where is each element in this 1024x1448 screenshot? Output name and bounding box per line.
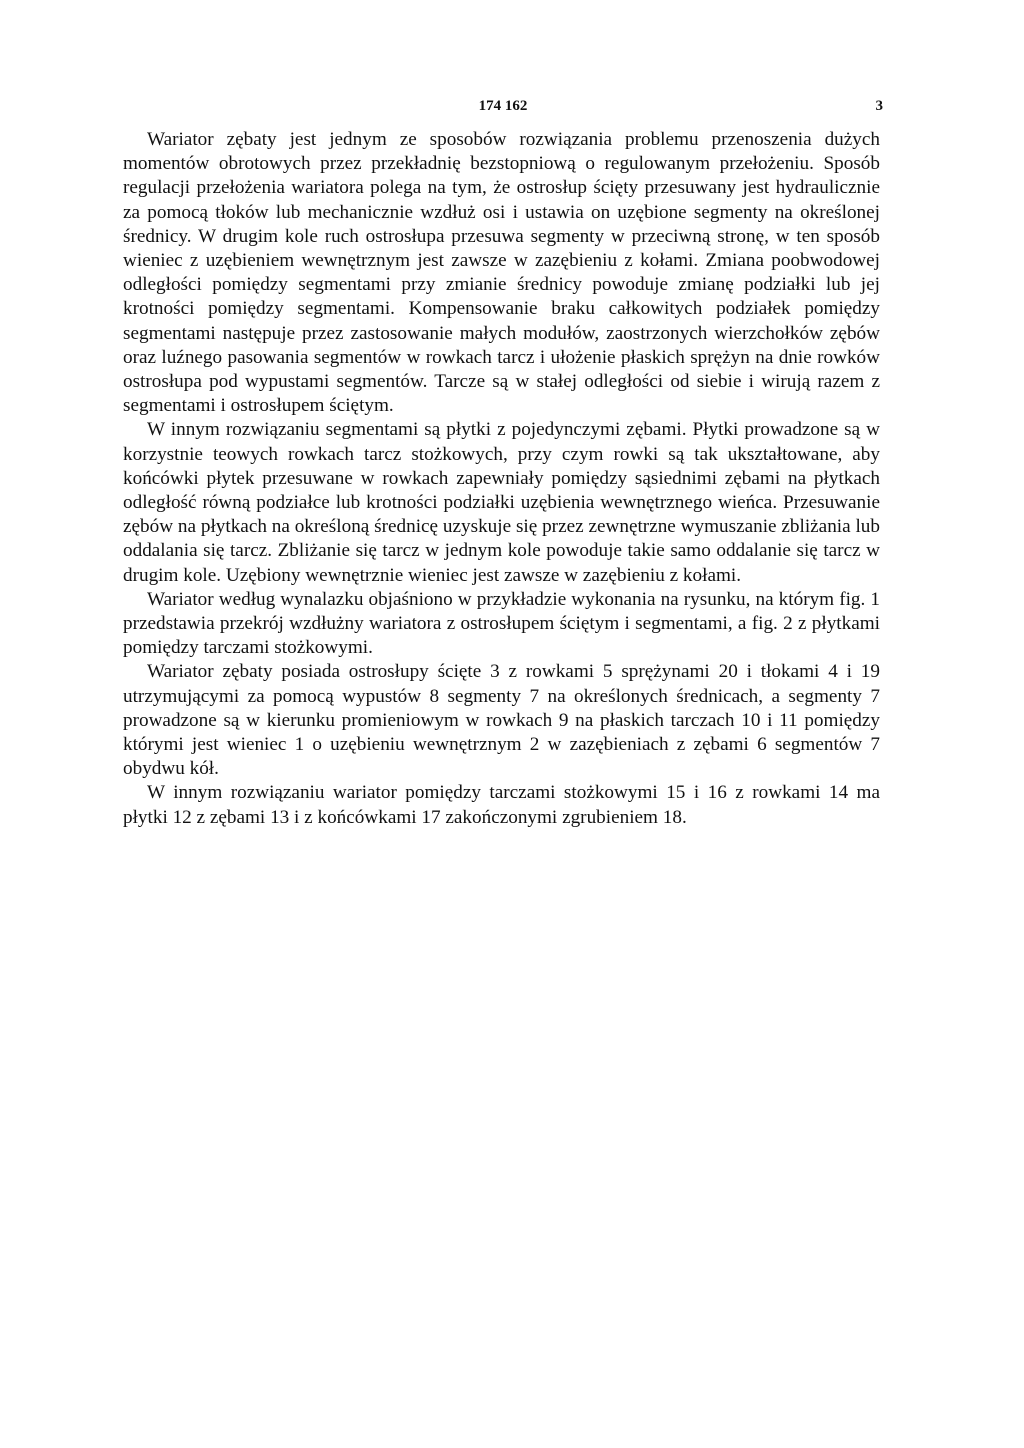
page-number: 3: [875, 98, 883, 114]
page-header: [123, 98, 883, 122]
paragraph-3: Wariator według wynalazku objaśniono w przykładzie wykonania na rysunku, na którym fig. 1 przedstawia przekrój wzdłużny wariatora z ostrosłupem ściętym i segmentami, a fig. 2 z płytkami pomiędzy tarczami stożkowymi.: [123, 588, 880, 659]
paragraph-4: Wariator zębaty posiada ostrosłupy ścięte 3 z rowkami 5 sprężynami 20 i tłokami 4 i 19 utrzymującymi za pomocą wypustów 8 segmenty 7 na określonych średnicach, a segmenty 7 prowadzone są w kierunku promieniowym w rowkach 9 na płaskich tarczach 10 i 11 pomiędzy którymi jest wieniec 1 o uzębieniu wewnętrznym 2 w zazębieniach z zębami 6 segmentów 7 obydwu kół.: [123, 661, 880, 780]
paragraph-1: Wariator zębaty jest jednym ze sposobów rozwiązania problemu przenoszenia dużych momentów obrotowych przez przekładnię bezstopniową o regulowanym przełożeniu. Sposób regulacji przełożenia wariatora polega na tym, że ostrosłup ścięty przesuwany jest hydraulicznie za pomocą tłoków lub mechanicznie wzdłuż osi i ustawia on uzębione segmenty na określonej średnicy. W drugim kole ruch ostrosłupa przesuwa segmenty w przeciwną stronę, w ten sposób wieniec z uzębieniem wewnętrznym jest zawsze w zazębieniu z kołami. Zmiana poobwodowej odległości pomiędzy segmentami przy zmianie średnicy powoduje zmianę podziałki lub jej krotności pomiędzy segmentami. Kompensowanie braku całkowitych podziałek pomiędzy segmentami następuje przez zastosowanie małych modułów, zaostrzonych wierzchołków zębów oraz luźnego pasowania segmentów w rowkach tarcz i ułożenie płaskich sprężyn na dnie rowków ostrosłupa pod wypustami segmentów. Tarcze są w stałej odległości od siebie i wirują razem z segmentami i ostrosłupem ściętym.: [123, 129, 880, 417]
patent-number: 174 162: [478, 98, 528, 114]
paragraph-2: W innym rozwiązaniu segmentami są płytki z pojedynczymi zębami. Płytki prowadzone są w korzystnie teowych rowkach tarcz stożkowych, przy czym rowki są tak ukształtowane, aby końcówki płytek przesuwane w rowkach zapewniały pomiędzy sąsiednimi zębami na płytkach odległość równą podziałce lub krotności podziałki uzębienia wewnętrznego wieńca. Przesuwanie zębów na płytkach na określoną średnicę uzyskuje się przez zewnętrzne wymuszanie zbliżania lub oddalania się tarcz. Zbliżanie się tarcz w jednym kole powoduje takie samo oddalanie się tarcz w drugim kole. Uzębiony wewnętrznie wieniec jest zawsze w zazębieniu z kołami.: [123, 419, 880, 586]
paragraph-5: W innym rozwiązaniu wariator pomiędzy tarczami stożkowymi 15 i 16 z rowkami 14 ma płytki 12 z zębami 13 i z końcówkami 17 zakończonymi zgrubieniem 18.: [123, 782, 880, 828]
document-body: [123, 128, 880, 830]
